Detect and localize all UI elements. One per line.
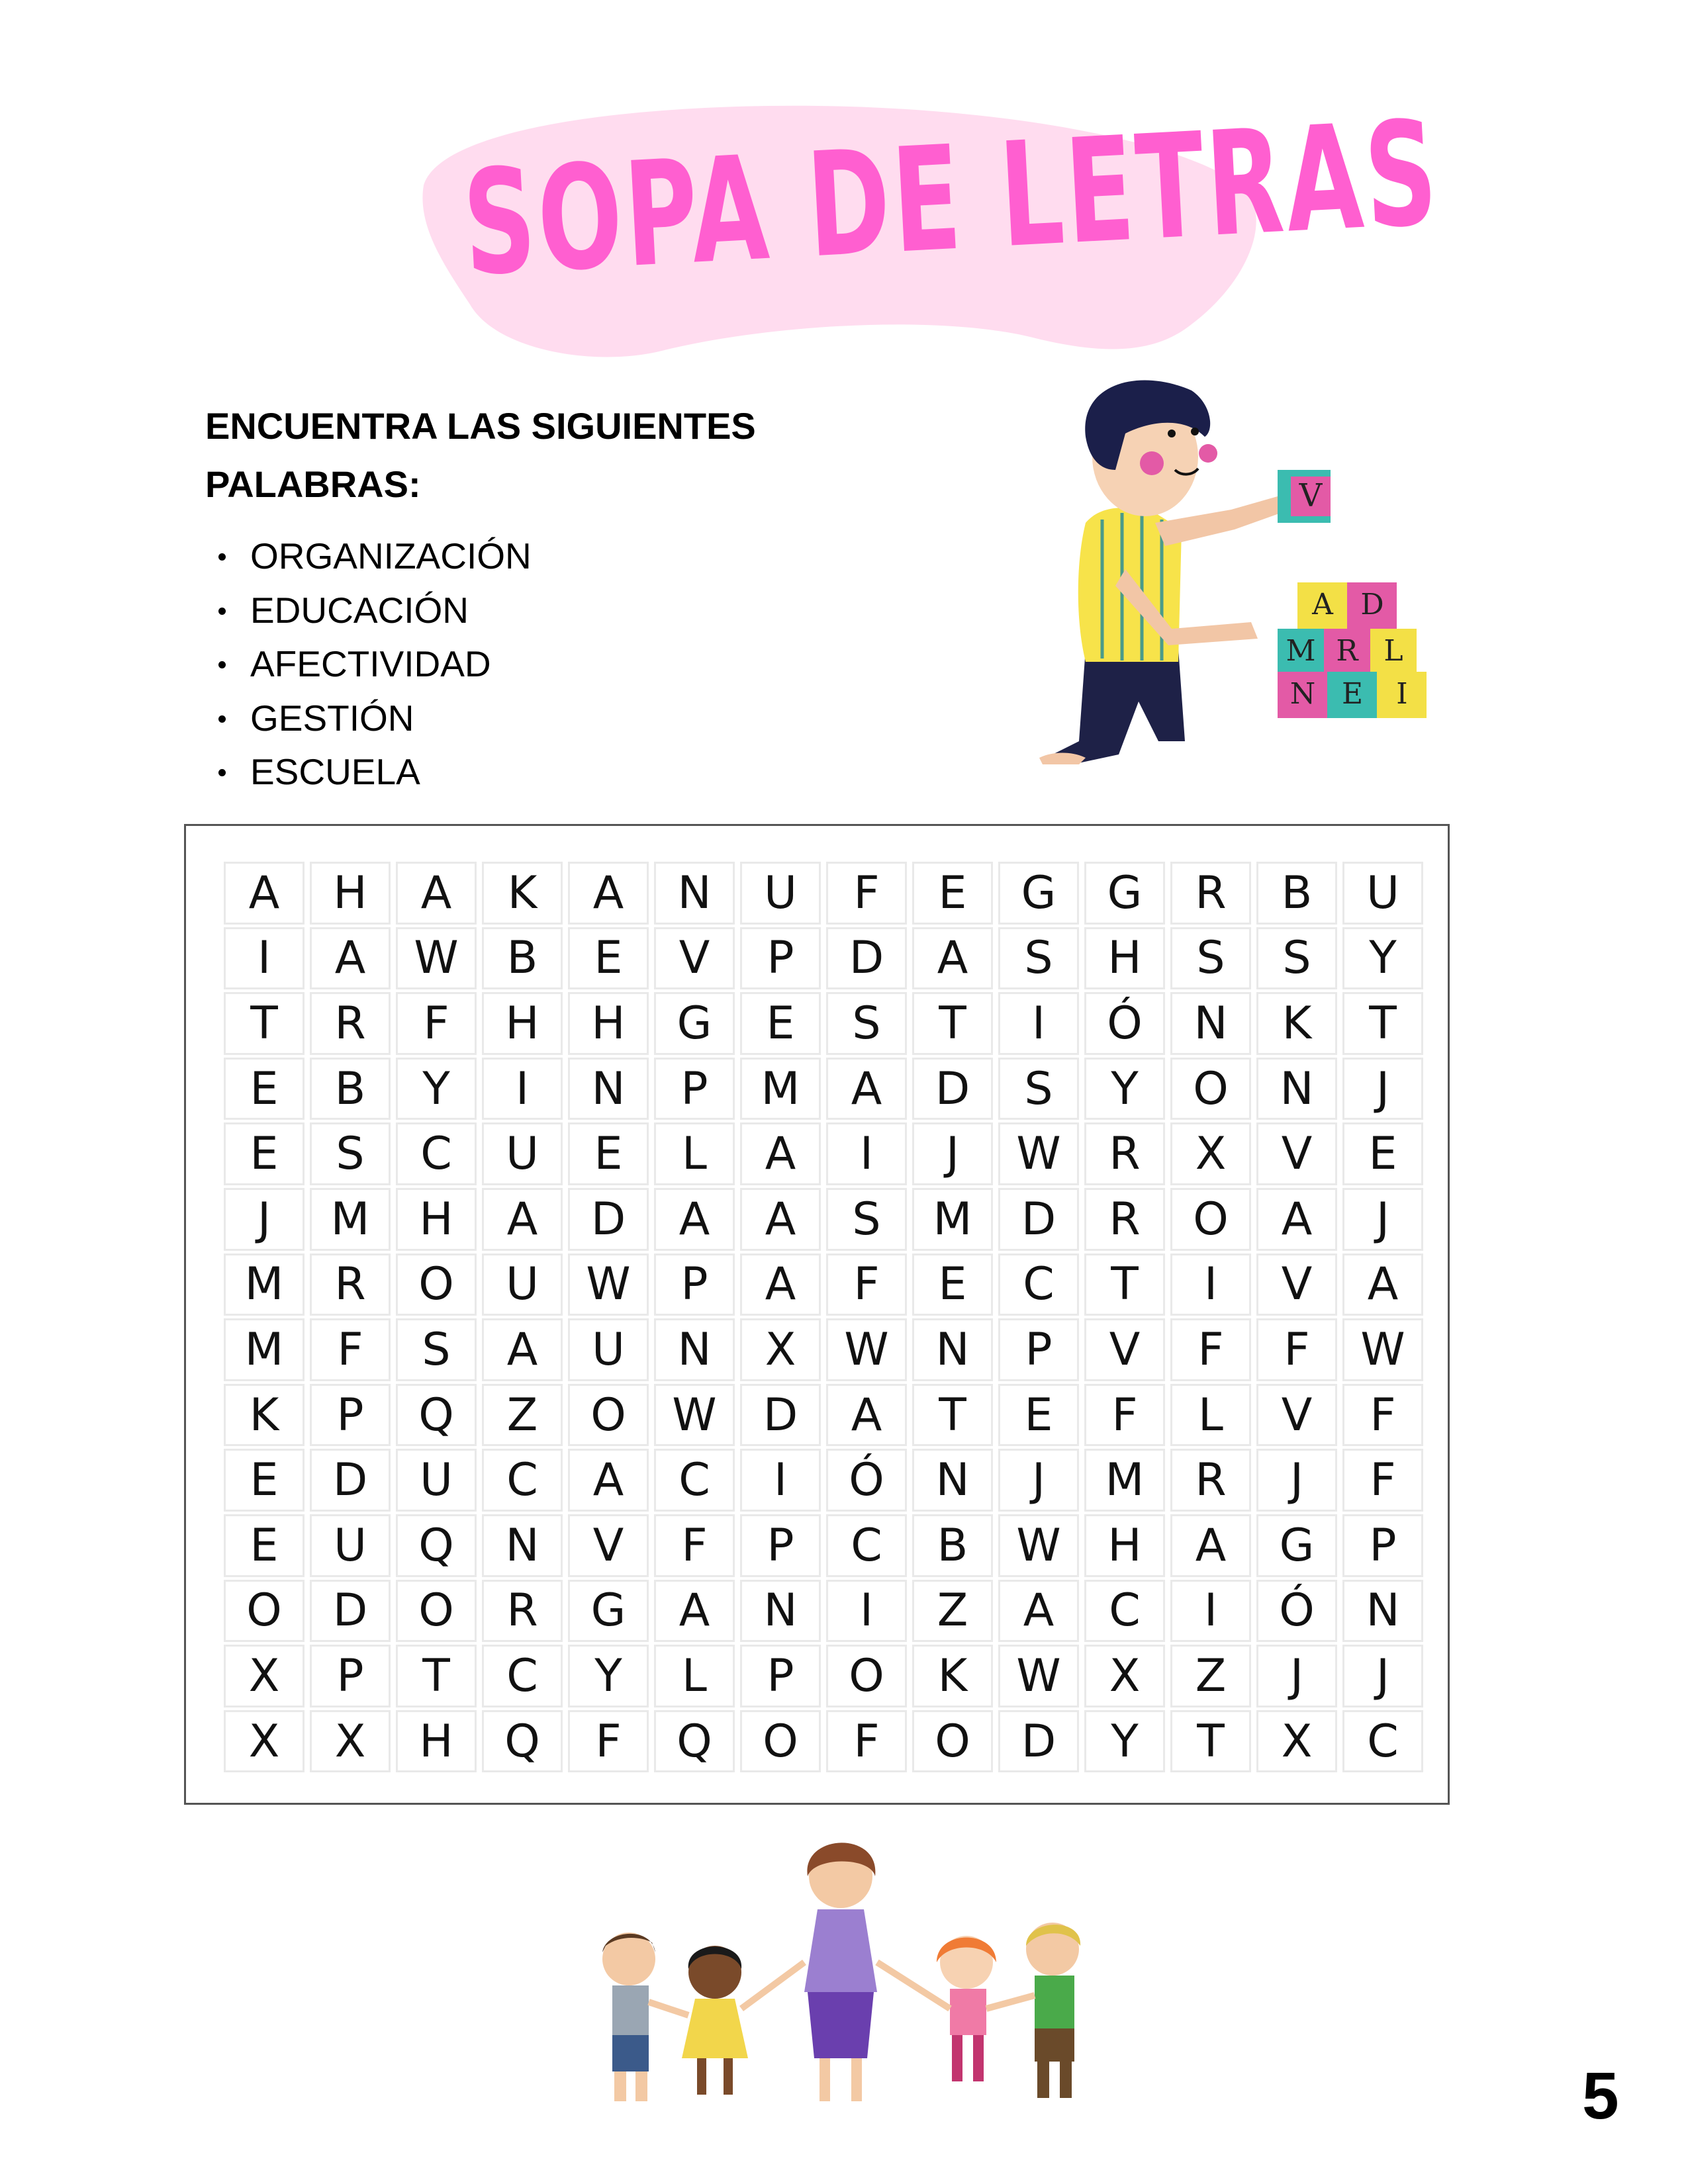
grid-cell: E [568,1122,649,1185]
teacher-with-kids-illustration [576,1830,1105,2115]
grid-cell: Ó [1256,1580,1337,1643]
list-item [218,745,532,799]
grid-cell: E [224,1449,305,1512]
boy-with-blocks-illustration [1039,371,1463,768]
grid-cell: Y [568,1645,649,1707]
grid-cell: R [1084,1122,1165,1185]
grid-cell: Ó [1084,992,1165,1055]
word-list [218,529,532,799]
grid-cell: Y [1084,1710,1165,1773]
grid-cell: N [1342,1580,1423,1643]
block-letter: V [1299,477,1323,514]
grid-cell: S [396,1318,477,1381]
grid-cell: A [740,1188,821,1251]
grid-cell: W [396,927,477,990]
grid-cell: C [482,1645,563,1707]
grid-cell: H [1084,1514,1165,1577]
grid-cell: E [1342,1122,1423,1185]
grid-cell: J [1256,1645,1337,1707]
grid-cell: S [998,927,1079,990]
grid-cell: U [396,1449,477,1512]
grid-cell: J [1256,1449,1337,1512]
block-letter: A [1312,588,1333,621]
block-letter: L [1383,634,1403,668]
grid-cell: W [568,1253,649,1316]
grid-cell: J [1342,1058,1423,1120]
grid-cell: D [568,1188,649,1251]
grid-cell: O [1170,1058,1251,1120]
bullet-icon [218,608,226,615]
grid-cell: H [482,992,563,1055]
grid-cell: W [826,1318,907,1381]
grid-cell: D [998,1710,1079,1773]
grid-cell: V [1256,1384,1337,1447]
grid-cell: A [482,1318,563,1381]
page-number: 5 [1582,2059,1619,2133]
bullet-icon [218,553,226,561]
grid-cell: K [224,1384,305,1447]
grid-cell: X [1256,1710,1337,1773]
grid-cell: E [912,862,993,925]
grid-cell: D [826,927,907,990]
grid-cell: F [396,992,477,1055]
grid-cell: L [654,1645,735,1707]
grid-cell: F [654,1514,735,1577]
grid-cell: V [1256,1122,1337,1185]
grid-cell: U [740,862,821,925]
grid-cell: R [310,992,391,1055]
block-letter: E [1341,677,1364,711]
grid-cell: I [740,1449,821,1512]
grid-cell: J [998,1449,1079,1512]
grid-cell: A [826,1384,907,1447]
grid-cell: V [568,1514,649,1577]
grid-cell: K [912,1645,993,1707]
grid-cell: J [1342,1188,1423,1251]
grid-cell: W [654,1384,735,1447]
grid-cell: H [396,1710,477,1773]
grid-cell: U [482,1122,563,1185]
grid-cell: W [998,1645,1079,1707]
grid-cell: X [224,1710,305,1773]
grid-cell: A [1170,1514,1251,1577]
grid-cell: C [1084,1580,1165,1643]
grid-cell: M [1084,1449,1165,1512]
grid-cell: A [654,1580,735,1643]
grid-cell: C [396,1122,477,1185]
grid-cell: C [826,1514,907,1577]
grid-cell: A [224,862,305,925]
grid-cell: B [482,927,563,990]
grid-cell: P [740,927,821,990]
grid-cell: B [1256,862,1337,925]
grid-cell: C [482,1449,563,1512]
grid-cell: Q [654,1710,735,1773]
block-letter: I [1396,677,1408,711]
grid-cell: Q [482,1710,563,1773]
grid-cell: O [396,1580,477,1643]
grid-cell: I [1170,1580,1251,1643]
grid-cell: D [998,1188,1079,1251]
grid-cell: F [1256,1318,1337,1381]
grid-cell: I [224,927,305,990]
grid-cell: P [654,1253,735,1316]
grid-cell: I [826,1580,907,1643]
grid-cell: X [1170,1122,1251,1185]
grid-cell: X [224,1645,305,1707]
grid-cell: H [1084,927,1165,990]
grid-cell: A [568,862,649,925]
grid-cell: E [224,1514,305,1577]
grid-cell: O [912,1710,993,1773]
grid-cell: X [310,1710,391,1773]
grid-cell: Z [912,1580,993,1643]
grid-cell: N [654,1318,735,1381]
grid-cell: M [310,1188,391,1251]
grid-cell: J [224,1188,305,1251]
grid-cell: R [310,1253,391,1316]
grid-cell: F [826,1710,907,1773]
grid-cell: F [1084,1384,1165,1447]
grid-cell: B [310,1058,391,1120]
grid-cell: G [568,1580,649,1643]
grid-cell: U [310,1514,391,1577]
grid-cell: J [1342,1645,1423,1707]
grid-cell: F [1170,1318,1251,1381]
grid-cell: A [740,1253,821,1316]
grid-cell: H [568,992,649,1055]
grid-cell: C [1342,1710,1423,1773]
grid-cell: V [1084,1318,1165,1381]
grid-cell: N [482,1514,563,1577]
grid-cell: T [224,992,305,1055]
grid-cell: Ó [826,1449,907,1512]
grid-cell: H [396,1188,477,1251]
grid-cell: S [1170,927,1251,990]
grid-cell: X [1084,1645,1165,1707]
grid-cell: E [740,992,821,1055]
grid-cell: F [310,1318,391,1381]
grid-cell: R [1170,1449,1251,1512]
grid-cell: R [482,1580,563,1643]
grid-cell: T [1170,1710,1251,1773]
grid-cell: U [568,1318,649,1381]
bullet-icon [218,769,226,776]
grid-cell: W [998,1122,1079,1185]
grid-cell: N [912,1318,993,1381]
grid-cell: F [826,862,907,925]
grid-cell: U [1342,862,1423,925]
grid-cell: R [1084,1188,1165,1251]
grid-cell: O [224,1580,305,1643]
grid-cell: U [482,1253,563,1316]
grid-cell: M [224,1318,305,1381]
grid-cell: E [912,1253,993,1316]
page-title: SOPA DE LETRAS [459,90,1444,308]
grid-cell: T [396,1645,477,1707]
grid-cell: P [740,1514,821,1577]
word-label: AFECTIVIDAD [250,643,491,684]
list-item [218,584,532,638]
grid-cell: M [912,1188,993,1251]
grid-cell: R [1170,862,1251,925]
grid-cell: I [1170,1253,1251,1316]
grid-cell: N [654,862,735,925]
grid-cell: L [654,1122,735,1185]
instruction-text: ENCUENTRA LAS SIGUIENTES PALABRAS: [205,405,756,505]
grid-cell: V [1256,1253,1337,1316]
grid-cell: P [310,1384,391,1447]
grid-cell: S [998,1058,1079,1120]
grid-cell: O [568,1384,649,1447]
grid-cell: A [1256,1188,1337,1251]
grid-cell: Y [1342,927,1423,990]
block-letter: N [1289,677,1316,711]
grid-cell: G [998,862,1079,925]
grid-cell: D [310,1449,391,1512]
grid-cell: O [396,1253,477,1316]
grid-cell: A [912,927,993,990]
grid-cell: T [912,992,993,1055]
grid-cell: T [1342,992,1423,1055]
grid-cell: B [912,1514,993,1577]
grid-cell: E [224,1058,305,1120]
grid-cell: D [310,1580,391,1643]
grid-cell: N [912,1449,993,1512]
block-letter: R [1336,634,1358,668]
list-item [218,637,532,692]
grid-cell: D [912,1058,993,1120]
grid-cell: W [1342,1318,1423,1381]
grid-cell: O [740,1710,821,1773]
grid-cell: E [998,1384,1079,1447]
grid-cell: N [568,1058,649,1120]
grid-cell: A [1342,1253,1423,1316]
grid-cell: F [1342,1384,1423,1447]
grid-cell: P [1342,1514,1423,1577]
grid-cell: A [740,1122,821,1185]
grid-cell: G [1256,1514,1337,1577]
grid-cell: A [826,1058,907,1120]
grid-cell: Y [396,1058,477,1120]
grid-cell: M [224,1253,305,1316]
grid-cell: O [826,1645,907,1707]
grid-cell: A [998,1580,1079,1643]
grid-cell: O [1170,1188,1251,1251]
grid-cell: G [654,992,735,1055]
word-label: EDUCACIÓN [250,589,469,631]
list-item [218,529,532,584]
grid-cell: H [310,862,391,925]
grid-cell: E [568,927,649,990]
grid-cell: K [482,862,563,925]
grid-cell: C [654,1449,735,1512]
word-label: ORGANIZACIÓN [250,535,532,576]
bullet-icon [218,715,226,723]
grid-cell: X [740,1318,821,1381]
grid-cell: J [912,1122,993,1185]
grid-cell: F [1342,1449,1423,1512]
grid-cell: F [568,1710,649,1773]
block-letter: M [1286,634,1316,668]
grid-cell: A [482,1188,563,1251]
grid-cell: P [310,1645,391,1707]
grid-cell: C [998,1253,1079,1316]
grid-cell: V [654,927,735,990]
grid-cell: N [1170,992,1251,1055]
word-label: GESTIÓN [250,697,414,739]
grid-cell: T [912,1384,993,1447]
grid-cell: E [224,1122,305,1185]
grid-cell: G [1084,862,1165,925]
grid-cell: T [1084,1253,1165,1316]
word-label: ESCUELA [250,751,420,792]
word-search-grid [221,860,1426,1774]
grid-cell: A [310,927,391,990]
grid-cell: W [998,1514,1079,1577]
grid-cell: K [1256,992,1337,1055]
grid-cell: Z [482,1384,563,1447]
grid-cell: A [568,1449,649,1512]
grid-cell: L [1170,1384,1251,1447]
grid-cell: Z [1170,1645,1251,1707]
grid-cell: P [654,1058,735,1120]
grid-cell: P [740,1645,821,1707]
grid-cell: M [740,1058,821,1120]
grid-cell: N [740,1580,821,1643]
bullet-icon [218,661,226,668]
grid-cell: I [482,1058,563,1120]
block-letter: D [1360,588,1384,621]
grid-cell: S [826,992,907,1055]
grid-cell: F [826,1253,907,1316]
grid-cell: A [396,862,477,925]
grid-cell: I [998,992,1079,1055]
grid-cell: Q [396,1514,477,1577]
grid-cell: Y [1084,1058,1165,1120]
grid-cell: N [1256,1058,1337,1120]
grid-cell: Q [396,1384,477,1447]
grid-cell: S [1256,927,1337,990]
list-item [218,692,532,746]
grid-cell: S [310,1122,391,1185]
grid-cell: P [998,1318,1079,1381]
grid-cell: A [654,1188,735,1251]
grid-cell: S [826,1188,907,1251]
grid-cell: I [826,1122,907,1185]
grid-cell: D [740,1384,821,1447]
